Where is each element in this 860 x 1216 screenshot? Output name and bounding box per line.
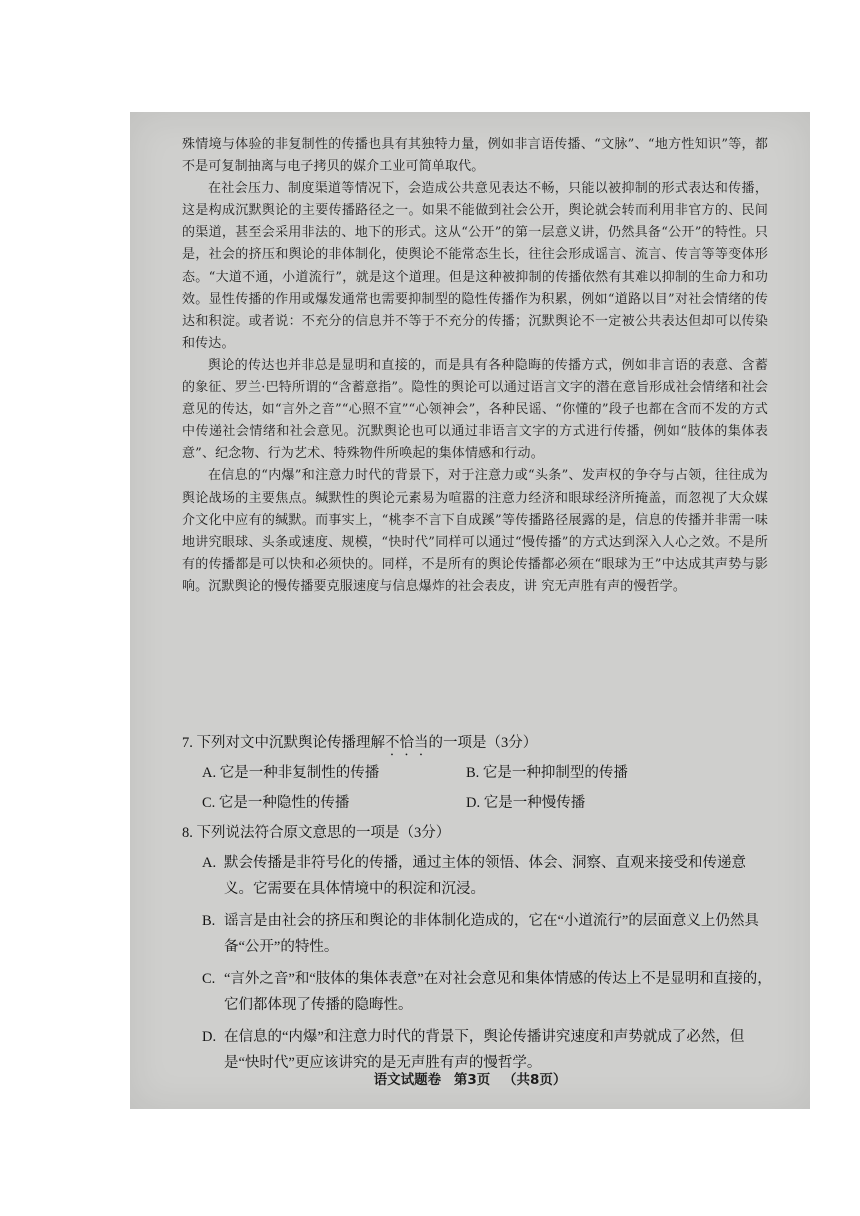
option-text: 谣言是由社会的挤压和舆论的非体制化造成的，它在“小道流行”的层面意义上仍然具备“公开”的特性。 bbox=[224, 913, 759, 955]
question-7-options bbox=[202, 758, 772, 818]
option-a bbox=[202, 850, 772, 902]
option-b: B. 它是一种抑制型的传播 bbox=[466, 765, 628, 781]
question-8-stem: 8. 下列说法符合原文意思的一项是（3分） bbox=[182, 825, 451, 841]
option-label: A. bbox=[202, 855, 217, 871]
option-c: C. 它是一种隐性的传播 bbox=[202, 795, 350, 811]
page-total: （共8页） bbox=[502, 1072, 567, 1088]
page-number: 第3页 bbox=[453, 1072, 491, 1088]
passage-paragraph: 舆论的传达也并非总是显明和直接的，而是具有各种隐晦的传播方式，例如非言语的表意、含蓄的象征、罗兰·巴特所谓的“含蓄意指”。隐性的舆论可以通过语言文字的潜在意旨形成社会情绪和社会意见的传达，如“言外之音”“心照不宣”“心领神会”，各种民谣、“你懂的”段子也都在含而不发的方式中传递社会情绪和社会意见。沉默舆论也可以通过非语言文字的方式进行传播，例如“肢体的集体表意”、纪念物、行为艺术、特殊物件所唤起的集体情感和行动。 bbox=[182, 357, 768, 462]
option-text: 默会传播是非符号化的传播，通过主体的领悟、体会、洞察、直观来接受和传递意义。它需要在具体情境中的积淀和沉浸。 bbox=[224, 855, 746, 897]
option-c bbox=[202, 966, 772, 1018]
question-section bbox=[182, 728, 772, 1082]
passage-paragraph: 殊情境与体验的非复制性的传播也具有其独特力量，例如非言语传播、“文脉”、“地方性知识”等，都不是可复制抽离与电子拷贝的媒介工业可简单取代。 bbox=[182, 137, 769, 175]
page-footer bbox=[130, 1068, 810, 1088]
exam-title: 语文试题卷 bbox=[373, 1072, 442, 1088]
question-7-stem: 7. 下列对文中沉默舆论传播理解不恰当的一项是（3分） bbox=[182, 735, 538, 751]
option-label: D. bbox=[202, 1029, 217, 1045]
passage-paragraph: 在信息的“内爆”和注意力时代的背景下，对于注意力或“头条”、发声权的争夺与占领，往往成为舆论战场的主要焦点。缄默性的舆论元素易为喧嚣的注意力经济和眼球经济所掩盖，而忽视了大众媒介文化中应有的缄默。而事实上，“桃李不言下自成蹊”等传播路径展露的是，信息的传播并非需一味地讲究眼球、头条或速度、规模，“快时代”同样可以通过“慢传播”的方式达到深入人心之效。不是所有的传播都是可以快和必须快的。同样，不是所有的舆论传播都必须在“眼球为王”中达成其声势与影响。沉默舆论的慢传播要克服速度与信息爆炸的社会表皮，讲 究无声胜有声的慢哲学。 bbox=[182, 468, 768, 594]
option-a: A. 它是一种非复制性的传播 bbox=[202, 765, 380, 781]
option-label: C. bbox=[202, 971, 216, 987]
option-label: B. bbox=[202, 913, 216, 929]
option-text: “言外之音”和“肢体的集体表意”在对社会意见和集体情感的传达上不是显明和直接的，它们都体现了传播的隐晦性。 bbox=[224, 971, 772, 1013]
reading-passage bbox=[182, 134, 768, 598]
option-text: 在信息的“内爆”和注意力时代的背景下，舆论传播讲究速度和声势就成了必然，但是“快时代”更应该讲究的是无声胜有声的慢哲学。 bbox=[224, 1029, 745, 1071]
option-d: D. 它是一种慢传播 bbox=[466, 795, 586, 811]
emphasis-text: 不恰当 bbox=[385, 735, 429, 751]
passage-paragraph: 在社会压力、制度渠道等情况下，会造成公共意见表达不畅，只能以被抑制的形式表达和传播，这是构成沉默舆论的主要传播路径之一。如果不能做到社会公开，舆论就会转而利用非官方的、民间的渠道，甚至会采用非法的、地下的形式。这从“公开”的第一层意义讲，仍然具备“公开”的特性。只是，社会的挤压和舆论的非体制化，使舆论不能常态生长，往往会形成谣言、流言、传言等等变体形态。“大道不通，小道流行”，就是这个道理。但是这种被抑制的传播依然有其难以抑制的生命力和功效。显性传播的作用或爆发通常也需要抑制型的隐性传播作为积累，例如“道路以目”对社会情绪的传达和积淀。或者说：不充分的信息并不等于不充分的传播；沉默舆论不一定被公共表达但却可以传染和传达。 bbox=[182, 181, 769, 351]
exam-page-photo bbox=[130, 112, 810, 1109]
option-b bbox=[202, 908, 772, 960]
